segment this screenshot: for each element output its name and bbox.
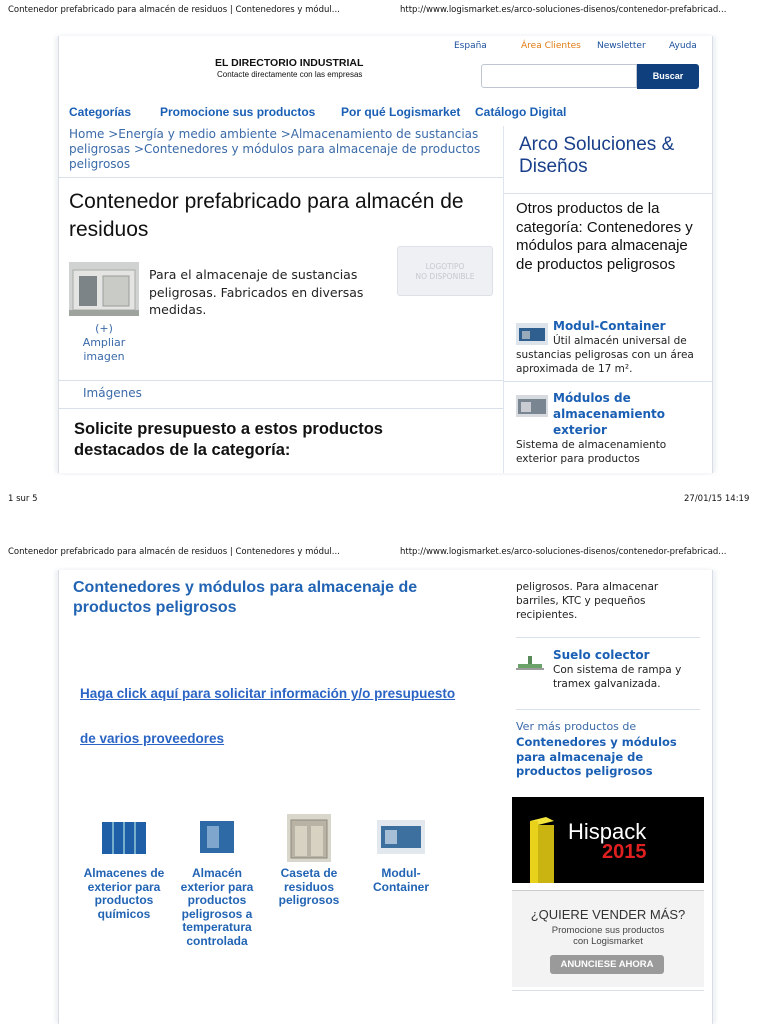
page-one xyxy=(58,36,713,473)
ampliar-imagen-link[interactable]: (+) Ampliar imagen xyxy=(82,322,126,363)
ver-mas-category-link[interactable]: Contenedores y módulos para almacenaje de productos peligrosos xyxy=(516,735,677,778)
product-grid-label[interactable]: Caseta de residuos peligrosos xyxy=(278,866,340,907)
category-heading: Contenedores y módulos para almacenaje de productos peligrosos xyxy=(73,579,418,616)
hispack-word: Hispack xyxy=(568,819,647,844)
print-title: Contenedor prefabricado para almacén de residuos | Contenedores y módul... xyxy=(8,5,340,15)
page-two xyxy=(58,570,713,1024)
country-link[interactable]: España xyxy=(454,41,487,51)
vender-mas-box xyxy=(512,890,704,987)
print-header xyxy=(0,5,768,19)
newsletter-link[interactable]: Newsletter xyxy=(597,41,646,51)
print-url: http://www.logismarket.es/arco-soluciones-disenos/contenedor-prefabricad... xyxy=(400,547,727,557)
product-grid-label[interactable]: Almacén exterior para productos peligrosos a temperatura controlada xyxy=(180,866,254,948)
sidebar-divider xyxy=(516,637,700,638)
vender-question: ¿QUIERE VENDER MÁS? xyxy=(530,907,686,922)
suelo-colector-thumb[interactable] xyxy=(516,652,544,672)
breadcrumb[interactable]: Home >Energía y medio ambiente >Almacenamiento de sustancias peligrosas >Contenedores y módulos para almacenaje de productos peligrosos xyxy=(69,127,481,171)
product-thumb[interactable] xyxy=(197,818,237,856)
ayuda-link[interactable]: Ayuda xyxy=(669,41,697,51)
page-number: 1 sur 5 xyxy=(8,494,38,504)
ver-mas-prefix[interactable]: Ver más productos de xyxy=(516,720,637,733)
product-title: Contenedor prefabricado para almacén de residuos xyxy=(69,190,464,241)
product-thumb[interactable] xyxy=(287,814,331,862)
tab-bottom-divider xyxy=(59,408,503,409)
area-clientes-link[interactable]: Área Clientes xyxy=(521,41,581,51)
directory-subtitle: Contacte directamente con las empresas xyxy=(217,70,363,79)
anunciese-button[interactable]: ANUNCIESE AHORA xyxy=(550,955,664,974)
print-title: Contenedor prefabricado para almacén de residuos | Contenedores y módul... xyxy=(8,547,340,557)
solicitar-info-link[interactable]: Haga click aquí para solicitar información y/o presupuesto xyxy=(80,686,456,701)
directory-title: EL DIRECTORIO INDUSTRIAL xyxy=(215,57,364,69)
company-name[interactable]: Arco Soluciones & Diseños xyxy=(519,134,675,177)
hispack-banner[interactable] xyxy=(512,797,704,883)
print-datetime: 27/01/15 14:19 xyxy=(684,494,750,504)
tab-imagenes[interactable]: Imágenes xyxy=(83,386,142,400)
nav-catalogo[interactable]: Catálogo Digital xyxy=(475,105,567,119)
hispack-logo-icon xyxy=(524,815,558,883)
otros-productos-heading: Otros productos de la categoría: Contenedores y módulos para almacenaje de productos peligrosos xyxy=(516,200,693,273)
print-url: http://www.logismarket.es/arco-soluciones-disenos/contenedor-prefabricad... xyxy=(400,5,727,15)
product-grid-label[interactable]: Modul-Container xyxy=(372,866,429,894)
product-thumb[interactable] xyxy=(377,820,425,854)
tab-top-divider xyxy=(59,380,503,381)
search-input[interactable] xyxy=(481,64,637,88)
solicite-heading: Solicite presupuesto a estos productos destacados de la categoría: xyxy=(74,420,383,459)
hispack-year: 2015 xyxy=(602,841,647,863)
product-description: Para el almacenaje de sustancias peligrosas. Fabricados en diversas medidas. xyxy=(149,267,364,317)
nav-por-que[interactable]: Por qué Logismarket xyxy=(341,105,461,119)
sidebar-item-desc: Útil almacén universal de sustancias peligrosas con un área aproximada de 17 m². xyxy=(516,335,694,375)
product-grid-label[interactable]: Almacenes de exterior para productos químicos xyxy=(83,866,165,921)
sidebar-divider xyxy=(512,990,704,991)
divider xyxy=(59,177,503,178)
sidebar-item-title[interactable]: Modul-Container xyxy=(553,319,666,333)
sidebar-divider xyxy=(516,709,700,710)
print-header xyxy=(0,547,768,561)
sidebar-item-desc-cont: peligrosos. Para almacenar barriles, KTC y pequeños recipientes. xyxy=(516,581,659,621)
solicitar-info-link-cont[interactable]: de varios proveedores xyxy=(80,731,225,746)
search-button[interactable]: Buscar xyxy=(637,64,699,89)
nav-categorias[interactable]: Categorías xyxy=(69,105,132,119)
sidebar-item-title[interactable]: Módulos de almacenamiento exterior xyxy=(553,391,665,437)
column-divider xyxy=(503,126,504,473)
sidebar-divider xyxy=(503,381,712,382)
logo-placeholder: LOGOTIPO NO DISPONIBLE xyxy=(397,246,493,296)
nav-promocione[interactable]: Promocione sus productos xyxy=(160,105,316,119)
sidebar-item-desc: Con sistema de rampa y tramex galvanizada. xyxy=(553,664,682,690)
vender-subtitle: Promocione sus productos con Logismarket xyxy=(551,925,665,947)
sidebar-item-desc: Sistema de almacenamiento exterior para productos xyxy=(516,439,667,465)
modulos-exterior-thumb[interactable] xyxy=(516,395,548,417)
sidebar-item-title[interactable]: Suelo colector xyxy=(553,648,650,662)
sidebar-divider xyxy=(503,193,712,194)
product-image[interactable] xyxy=(69,262,139,316)
product-thumb[interactable] xyxy=(100,818,148,856)
